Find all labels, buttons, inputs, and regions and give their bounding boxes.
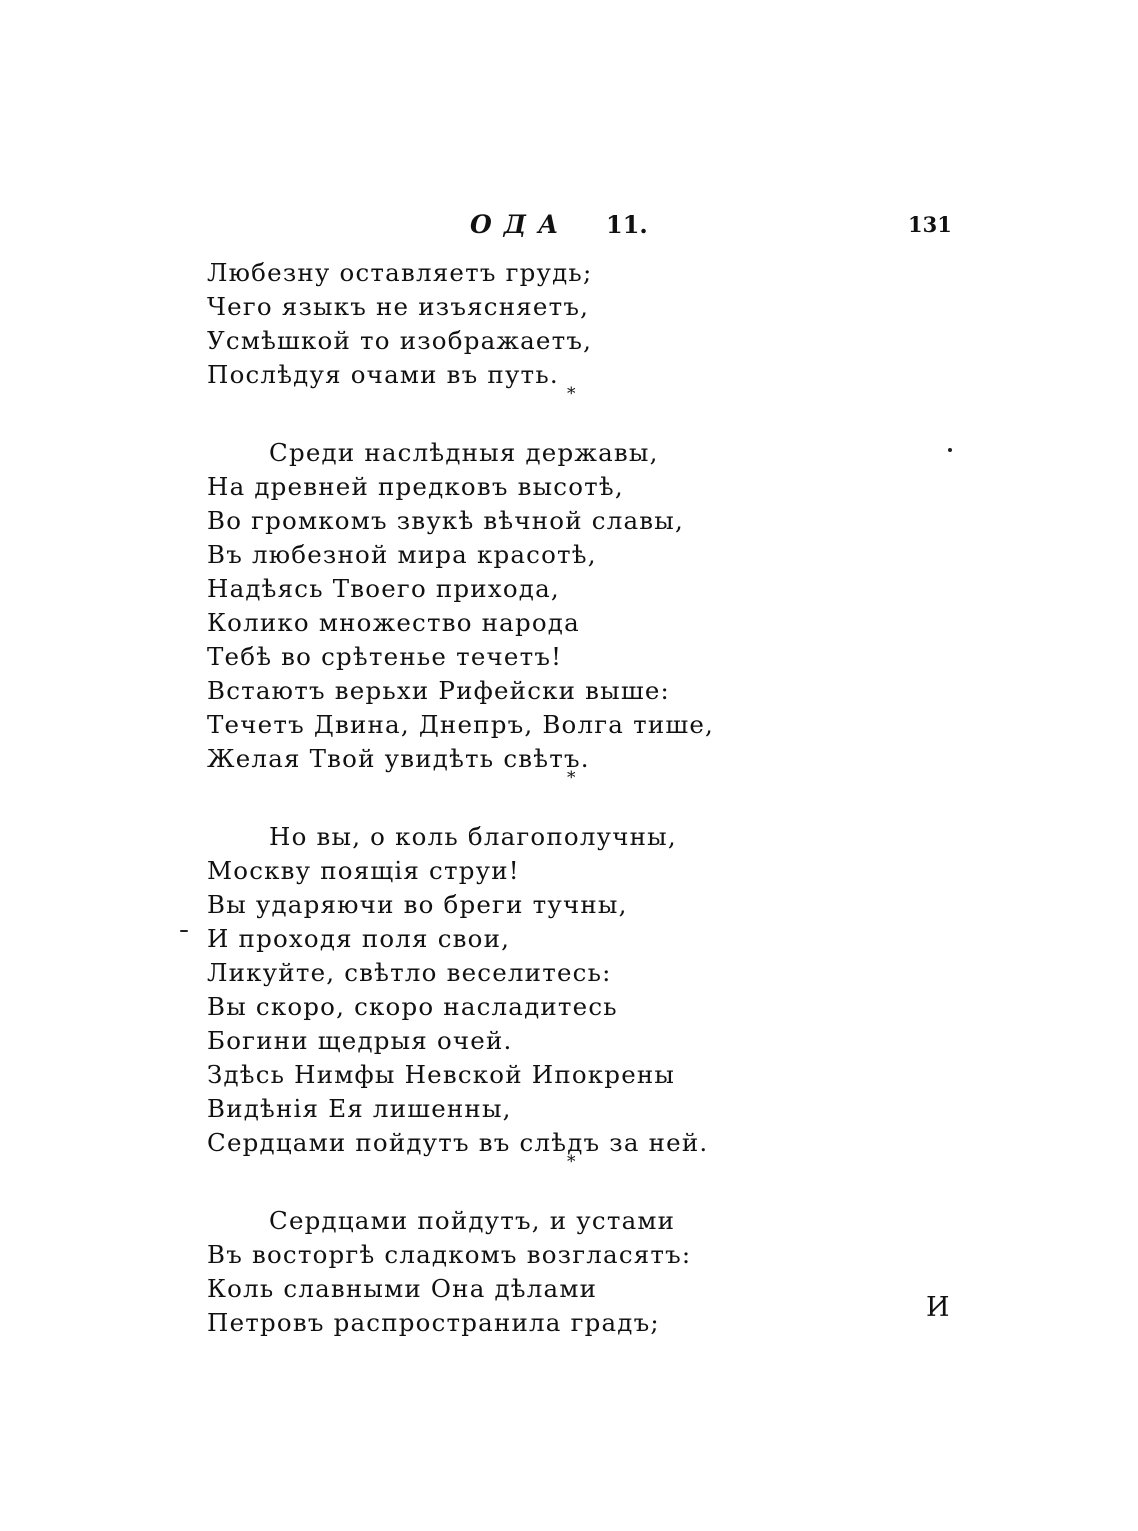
poem-line: Вы скоро, скоро насладитесь — [207, 992, 618, 1021]
poem-line: Въ любезной мира красотѣ, — [207, 540, 597, 569]
stanza-separator — [207, 384, 907, 436]
poem-line: Любезну оставляетъ грудь; — [207, 258, 593, 287]
poem-line: Течетъ Двина, Днепръ, Волга тише, — [207, 710, 715, 739]
poem-line: Усмѣшкой то изображаетъ, — [207, 326, 593, 355]
stanza-1 — [207, 256, 907, 392]
running-title: ОДА — [470, 210, 571, 239]
poem-line: Москву поящія струи! — [207, 856, 520, 885]
poem-line: Здѣсь Нимфы Невской Ипокрены — [207, 1060, 676, 1089]
poem-line: Чего языкъ не изъясняетъ, — [207, 292, 590, 321]
poem-line: На древней предковъ высотѣ, — [207, 472, 624, 501]
page-header — [0, 210, 1138, 250]
poem-line: Видѣнія Ея лишенны, — [207, 1094, 512, 1123]
poem-line: Во громкомъ звукѣ вѣчной славы, — [207, 506, 684, 535]
poem-body — [207, 256, 907, 1340]
poem-line: Но вы, о коль благополучны, — [269, 822, 677, 851]
page-number: 131 — [908, 212, 952, 237]
poem-line: И проходя поля свои, — [207, 924, 511, 953]
stanza-2 — [207, 436, 907, 776]
poem-line: Среди наслѣдныя державы, — [269, 438, 659, 467]
asterisk-ornament: * — [567, 384, 576, 404]
poem-line: Надѣясь Твоего прихода, — [207, 574, 560, 603]
catchword: И — [926, 1292, 950, 1323]
poem-line: Вы ударяючи во бреги тучны, — [207, 890, 628, 919]
poem-line: Послѣдуя очами въ путь. — [207, 360, 559, 389]
poem-line: Сердцами пойдутъ, и устами — [269, 1206, 676, 1235]
poem-line: Сердцами пойдутъ въ слѣдъ за ней. — [207, 1128, 709, 1157]
poem-line: Коль славными Она дѣлами — [207, 1274, 598, 1303]
stanza-separator — [207, 1152, 907, 1204]
poem-line: Ликуйте, свѣтло веселитесь: — [207, 958, 612, 987]
stanza-3 — [207, 820, 907, 1160]
poem-line: Встаютъ верьхи Рифейски выше: — [207, 676, 670, 705]
print-speck — [180, 930, 188, 932]
asterisk-ornament: * — [567, 768, 576, 788]
poem-line: Богини щедрыя очей. — [207, 1026, 513, 1055]
asterisk-ornament: * — [567, 1152, 576, 1172]
ode-number: 11. — [606, 210, 648, 239]
stanza-4 — [207, 1204, 907, 1340]
poem-line: Тебѣ во срѣтенье течетъ! — [207, 642, 563, 671]
poem-line: Петровъ распространила градъ; — [207, 1308, 660, 1337]
poem-line: Колико множество народа — [207, 608, 580, 637]
poem-line: Въ восторгѣ сладкомъ возгласятъ: — [207, 1240, 692, 1269]
poem-line: Желая Твой увидѣть свѣтъ. — [207, 744, 590, 773]
print-speck — [948, 448, 952, 452]
stanza-separator — [207, 768, 907, 820]
